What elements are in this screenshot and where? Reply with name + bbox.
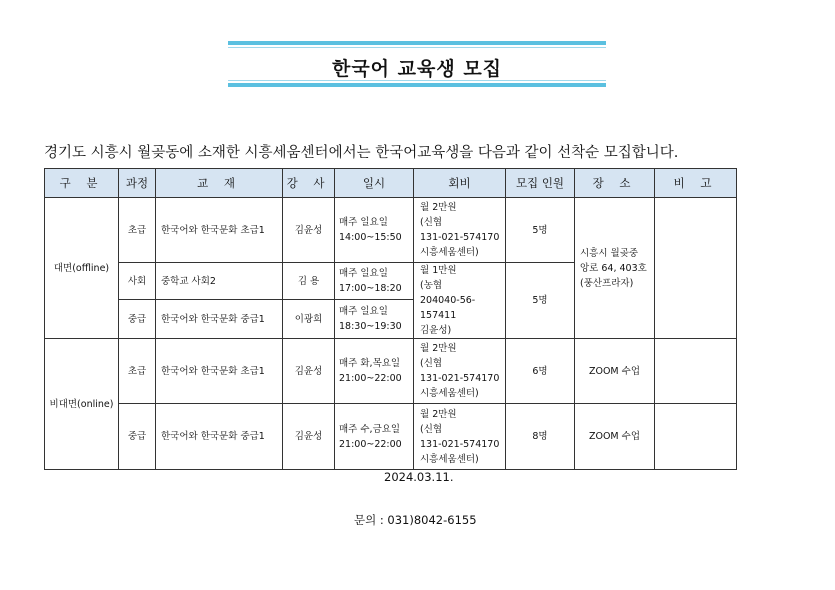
textbook-cell: 한국어와 한국문화 중급1	[156, 404, 283, 470]
group-label-offline: 대면(offline)	[45, 198, 119, 339]
header-capacity: 모집 인원	[506, 169, 575, 198]
fee-cell: 월 1만원 (농협 204040-56-157411 김윤성)	[414, 263, 506, 339]
header-textbook: 교 재	[156, 169, 283, 198]
header-note: 비 고	[655, 169, 737, 198]
textbook-cell: 한국어와 한국문화 중급1	[156, 300, 283, 339]
title-bottom-border	[228, 83, 606, 87]
capacity-cell: 8명	[506, 404, 575, 470]
textbook-cell: 한국어와 한국문화 초급1	[156, 198, 283, 263]
course-cell: 초급	[119, 339, 156, 404]
course-cell: 중급	[119, 404, 156, 470]
contact-text: 문의 : 031)8042-6155	[354, 513, 477, 527]
location-cell: ZOOM 수업	[575, 404, 655, 470]
location-cell: 시흥시 월곶중 앙로 64, 403호 (풍산프라자)	[575, 198, 655, 339]
table-header-row	[45, 169, 737, 198]
title-top-border-thin	[228, 47, 606, 48]
header-teacher: 강 사	[283, 169, 335, 198]
schedule-cell: 매주 일요일 14:00~15:50	[335, 198, 414, 263]
fee-cell: 월 2만원 (신협 131-021-574170 시흥세움센터)	[414, 198, 506, 263]
course-cell: 초급	[119, 198, 156, 263]
header-division: 구 분	[45, 169, 119, 198]
fee-cell: 월 2만원 (신협 131-021-574170 시흥세움센터)	[414, 404, 506, 470]
teacher-cell: 이광희	[283, 300, 335, 339]
textbook-cell: 한국어와 한국문화 초급1	[156, 339, 283, 404]
schedule-cell: 매주 일요일 17:00~18:20	[335, 263, 414, 300]
table-row	[45, 198, 737, 263]
schedule-cell: 매주 일요일 18:30~19:30	[335, 300, 414, 339]
teacher-cell: 김윤성	[283, 404, 335, 470]
page-title: 한국어 교육생 모집	[331, 58, 503, 80]
header-course: 과정	[119, 169, 156, 198]
recruitment-table	[44, 168, 737, 470]
title-box	[228, 41, 606, 87]
header-location: 장 소	[575, 169, 655, 198]
capacity-cell: 5명	[506, 198, 575, 263]
fee-cell: 월 2만원 (신협 131-021-574170 시흥세움센터)	[414, 339, 506, 404]
title-bottom-border-thin	[228, 80, 606, 81]
course-cell: 중급	[119, 300, 156, 339]
teacher-cell: 김윤성	[283, 339, 335, 404]
textbook-cell: 중학교 사회2	[156, 263, 283, 300]
intro-text: 경기도 시흥시 월곶동에 소재한 시흥세움센터에서는 한국어교육생을 다음과 같이 선착순 모집합니다.	[44, 145, 679, 161]
date-text: 2024.03.11.	[384, 470, 454, 484]
course-cell: 사회	[119, 263, 156, 300]
schedule-cell: 매주 수,금요일 21:00~22:00	[335, 404, 414, 470]
note-cell	[655, 404, 737, 470]
title-top-border	[228, 41, 606, 45]
table-row	[45, 339, 737, 404]
schedule-cell: 매주 화,목요일 21:00~22:00	[335, 339, 414, 404]
note-cell	[655, 339, 737, 404]
note-cell	[655, 198, 737, 339]
location-cell: ZOOM 수업	[575, 339, 655, 404]
capacity-cell: 5명	[506, 263, 575, 339]
header-fee: 회비	[414, 169, 506, 198]
header-schedule: 일시	[335, 169, 414, 198]
teacher-cell: 김 용	[283, 263, 335, 300]
group-label-online: 비대면(online)	[45, 339, 119, 470]
capacity-cell: 6명	[506, 339, 575, 404]
teacher-cell: 김윤성	[283, 198, 335, 263]
table-row	[45, 404, 737, 470]
